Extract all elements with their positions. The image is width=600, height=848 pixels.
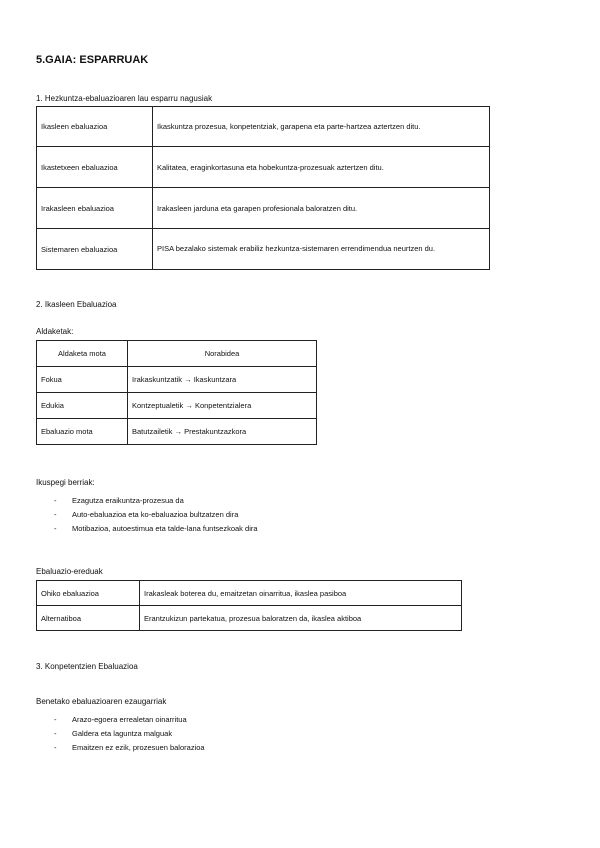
benetako-list: - Arazo-egoera errealetan oinarritua - Galdera eta laguntza malguak - Emaitzen ez ezik, prozesuen balorazioa [54, 715, 205, 752]
area-description: Irakasleen jarduna eta garapen profesionala baloratzen ditu. [153, 188, 490, 229]
table-row [37, 393, 317, 419]
table-row [37, 419, 317, 445]
area-name: Irakasleen ebaluazioa [37, 188, 153, 229]
area-description: Ikaskuntza prozesua, konpetentziak, garapena eta parte-hartzea aztertzen ditu. [153, 107, 490, 147]
change-direction: Irakaskuntzatik → Ikaskuntzara [128, 367, 317, 393]
table-row [37, 229, 490, 270]
area-name: Ikasleen ebaluazioa [37, 107, 153, 147]
area-name: Sistemaren ebaluazioa [37, 229, 153, 270]
page-title: 5.GAIA: ESPARRUAK [36, 54, 149, 66]
table-row [37, 107, 490, 147]
model-description: Erantzukizun partekatua, prozesua baloratzen da, ikaslea aktiboa [140, 606, 462, 631]
esparruak-table [36, 106, 490, 270]
area-description: Kalitatea, eraginkortasuna eta hobekuntza-prozesuak aztertzen ditu. [153, 147, 490, 188]
model-description: Irakasleak boterea du, emaitzetan oinarritua, ikaslea pasiboa [140, 581, 462, 606]
change-direction: Batutzailetik → Prestakuntzazkora [128, 419, 317, 445]
ikuspegi-label: Ikuspegi berriak: [36, 478, 95, 487]
ereduak-label: Ebaluazio-ereduak [36, 567, 103, 576]
change-type: Ebaluazio mota [37, 419, 128, 445]
ikuspegi-list: - Ezagutza eraikuntza-prozesua da - Auto-ebaluazioa eta ko-ebaluazioa bultzatzen dira - Motibazioa, autoestimua eta talde-lana funtsezkoak dira [54, 496, 258, 533]
ereduak-table [36, 580, 462, 631]
area-description: PISA bezalako sistemak erabiliz hezkuntza-sistemaren errendimendua neurtzen du. [153, 229, 490, 270]
table-header-row [37, 341, 317, 367]
section-1-heading: 1. Hezkuntza-ebaluazioaren lau esparru nagusiak [36, 94, 213, 103]
table-row [37, 606, 462, 631]
model-name: Ohiko ebaluazioa [37, 581, 140, 606]
change-direction: Kontzeptualetik → Konpetentzialera [128, 393, 317, 419]
change-type: Fokua [37, 367, 128, 393]
area-name: Ikastetxeen ebaluazioa [37, 147, 153, 188]
section-2-heading: 2. Ikasleen Ebaluazioa [36, 300, 117, 309]
table-row [37, 147, 490, 188]
table-row [37, 581, 462, 606]
column-header: Norabidea [128, 341, 317, 367]
aldaketak-table [36, 340, 317, 445]
aldaketak-label: Aldaketak: [36, 327, 74, 336]
column-header: Aldaketa mota [37, 341, 128, 367]
section-3-heading: 3. Konpetentzien Ebaluazioa [36, 662, 138, 671]
benetako-label: Benetako ebaluazioaren ezaugarriak [36, 697, 167, 706]
table-row [37, 188, 490, 229]
table-row [37, 367, 317, 393]
change-type: Edukia [37, 393, 128, 419]
model-name: Alternatiboa [37, 606, 140, 631]
